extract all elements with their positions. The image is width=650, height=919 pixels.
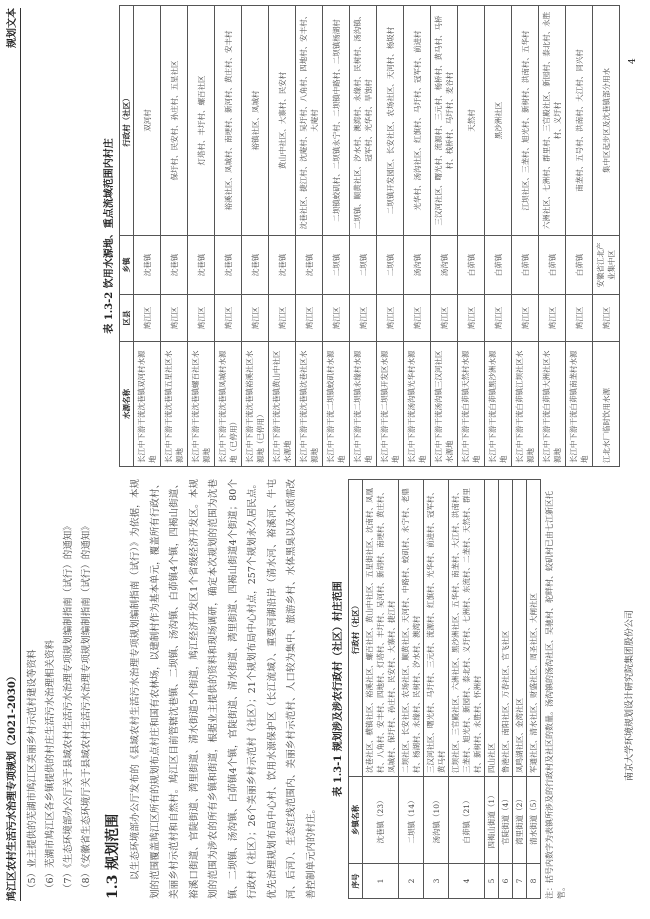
col-header: 乡镇名称 (349, 777, 363, 864)
table-row (323, 6, 350, 467)
table-cell: 鸠江区 (134, 295, 161, 342)
table-cell: 鸠江区 (458, 295, 485, 342)
table-cell: 鸠江区 (377, 295, 404, 342)
section-number: 1.3 (105, 874, 121, 899)
table-cell: 军通社区、清水社区、财盛社区、周圣社区、大闸社区 (527, 480, 541, 777)
table-cell: 裕溪社区、凤城村、南埂村、新河村、黄庄村、安丰村 (215, 6, 242, 236)
table-cell: 安徽省江北产业集中区 (593, 236, 620, 295)
table-cell: 湾里街道（2） (513, 777, 527, 864)
table-cell: 长江中下游干流沈巷镇双河村水源地 (134, 342, 161, 467)
table-row (485, 480, 499, 899)
section-title: 规划范围 (105, 813, 121, 870)
table-cell: 二坝镇 (323, 236, 350, 295)
table-cell: 鲁港社区、南阳社区、万春社区、官飞社区 (499, 480, 513, 777)
table-row (242, 6, 269, 467)
village-scope-table (348, 479, 541, 899)
table-row (512, 6, 539, 467)
table-cell: 1 (363, 864, 399, 899)
table-cell: 二坝镇 (377, 236, 404, 295)
table-cell: 鸠江区 (566, 295, 593, 342)
left-column (24, 479, 568, 899)
table-row (431, 6, 458, 467)
table-cell: 长江中下游干流沈巷镇螺百社区水源地 (188, 342, 215, 467)
table-cell: 长江中下游干流沈巷镇沈巷社区水源地 (296, 342, 323, 467)
table-cell: 汤沟镇 (404, 236, 431, 295)
table-cell: 双河村 (134, 6, 161, 236)
table-cell: 鸠江区 (215, 295, 242, 342)
table-cell: 鸠江区 (485, 295, 512, 342)
table1-title: 表 1.3-1 规划涉及涉农行政村（社区）村庄范围 (333, 581, 344, 797)
table-cell: 鸠江区 (593, 295, 620, 342)
table-row (485, 6, 512, 467)
table-cell: 黑沙洲社区 (485, 6, 512, 236)
table-cell: 清水街道（5） (527, 777, 541, 864)
table-row (566, 6, 593, 467)
table-row (350, 6, 377, 467)
table-cell: 沈巷镇 (269, 236, 296, 295)
table-row (399, 480, 424, 899)
table-cell: 江坝社区、三官殿社区、六洲社区、黑沙洲社区、五华村、南垄村、大江村、洪南村、三垄村、旭光村、新园村、泰北村、义圩村、七洲村、东流村、二垄村、天然村、群里村、新树村、永胜村、怀洲村 (449, 480, 485, 777)
table-cell: 沈巷镇 (215, 236, 242, 295)
table-cell: 二坝镇（14） (399, 777, 424, 864)
table-cell: 汤沟镇（10） (424, 777, 449, 864)
reference-item: （5）业主提供的芜湖市鸠江区美丽乡村示范村建设等资料 (27, 649, 38, 893)
table-cell: 鸠江区 (539, 295, 566, 342)
table-cell: 鸠江区 (161, 295, 188, 342)
table-cell: 灯塔村、丰圩村、螺百社区 (188, 6, 215, 236)
table-cell: 白茆镇（21） (449, 777, 485, 864)
table-cell: 鸠江区 (323, 295, 350, 342)
table-cell: 7 (513, 864, 527, 899)
table-cell: 沈巷社区、捷江村、沈庵村、吴圩村、八角村、四地村、安丰村、大庵村 (296, 6, 323, 236)
table-cell: 江北水厂临时饮用水源 (593, 342, 620, 467)
col-header: 序号 (349, 864, 363, 899)
table-cell: 凤鸣湖社区、金湾社区 (513, 480, 527, 777)
table-row (593, 6, 620, 467)
table-cell: 裕镇社区、凤城村 (242, 6, 269, 236)
table-cell: 沈巷镇 (161, 236, 188, 295)
table-cell: 长江中下游干流白茆镇江坝社区水源地 (512, 342, 539, 467)
table-cell: 白茆镇 (458, 236, 485, 295)
table-cell: 白茆镇 (566, 236, 593, 295)
table-row (499, 480, 513, 899)
table-cell: 沈巷镇 (296, 236, 323, 295)
table-cell: 长江中下游干流二坝镇开发区水源地 (377, 342, 404, 467)
table-cell: 光华村、汤沟社区、红旗村、马圩村、冠军村、前进村 (404, 6, 431, 236)
table-cell: 白茆镇 (512, 236, 539, 295)
table-row (404, 6, 431, 467)
table-cell: 天然村 (458, 6, 485, 236)
reference-item: （7）《生态环境部办公厅关于县域农村生活污水治理专项规划编制指南（试行）的通知》 (63, 521, 74, 893)
table-row (539, 6, 566, 467)
table-cell: 二坝社区、长安社区、农场社区、顺黄社区、天河村、中路村、蛟矶村、永宁村、老鼎村、杨湖村、永缘村、民树村、汐水村、澳湾村 (399, 480, 424, 777)
table-row (215, 6, 242, 467)
col-header: 区县 (120, 295, 134, 342)
table-cell: 四山社区 (485, 480, 499, 777)
table-cell: 长江中下游干流沈巷镇凤城村水源地（已停用） (215, 342, 242, 467)
table-cell: 三汉河社区、曙光村、马圩村、三元村、流源村、红旗村、光华村、前进村、冠军村、黄马村 (424, 480, 449, 777)
document-title: 鸠江区农村生活污水治理专项规划（2021-2030） (7, 671, 18, 901)
table-cell: 长江中下游干流白茆镇黑沙洲水源地 (485, 342, 512, 467)
table-cell: 鸠江区 (188, 295, 215, 342)
table-cell: 江坝社区、三垄村、旭光村、新树村、洪南村、五华村 (512, 6, 539, 236)
table-cell: 集中区起步区及沈巷镇部分用水 (593, 6, 620, 236)
table-cell: 白茆镇 (485, 236, 512, 295)
table-row (458, 6, 485, 467)
table-cell: 2 (399, 864, 424, 899)
table-cell: 六洲社区、七洲村、群里村、三官殿社区、新园村、泰北村、永胜村、义圩村 (539, 6, 566, 236)
table-cell: 二坝镇、顺黄社区、汐水村、澳湾村、永缘村、民树村、汤沟镇、冠军村、光华村、旱蚀村 (350, 6, 377, 236)
page-number: 4 (628, 58, 638, 64)
table-cell: 鸠江区 (296, 295, 323, 342)
table-cell: 四褐山街道（1） (485, 777, 499, 864)
table-cell: 6 (499, 864, 513, 899)
col-header: 水源名称 (120, 342, 134, 467)
table-note: 注：括号内数字为表镇所涉及的行政村及社区的数量。汤沟镇的汤沟社区、吴驰村、驼畔村、蛟矶村已由七江新区托管。 (545, 491, 566, 899)
table-row (527, 480, 541, 899)
table-cell: 鸠江区 (431, 295, 458, 342)
table-cell: 长江中下游干流白茆镇天然村水源地 (458, 342, 485, 467)
table-cell: 二坝镇蛟矶村、二坝镇永宁村、二坝镇中路村、二坝镇杨湖村 (323, 6, 350, 236)
table-cell: 沈巷镇（23） (363, 777, 399, 864)
table-row (134, 6, 161, 467)
table-cell: 沈巷镇 (188, 236, 215, 295)
table2-title: 表 1.3-2 饮用水源地、重点流域范围内村庄 (104, 138, 115, 334)
table-cell: 长江中下游干流沈巷镇裕溪社区水源地（已停用） (242, 342, 269, 467)
table-cell: 长江中下游干流沈巷镇五星社区水源地 (161, 342, 188, 467)
table-cell: 官陡街道（4） (499, 777, 513, 864)
page-header (4, 8, 21, 901)
table-cell: 5 (485, 864, 499, 899)
table-cell: 保圩村、民安村、孙庄村、五星社区 (161, 6, 188, 236)
col-header: 行政村（社区） (120, 6, 134, 236)
table-cell: 长江中下游干流二坝镇永缘村水源地 (350, 342, 377, 467)
table-cell: 白茆镇 (539, 236, 566, 295)
table-cell: 长江中下游干流沈巷镇黄山中社区水源地 (269, 342, 296, 467)
table-cell: 鸠江区 (269, 295, 296, 342)
section-heading (102, 479, 122, 899)
table-cell: 3 (424, 864, 449, 899)
table-row (161, 6, 188, 467)
table-cell: 长江中下游干流白茆镇大洲社区水源地 (539, 342, 566, 467)
document-type: 规划文本 (7, 8, 18, 48)
table-row (449, 480, 485, 899)
table-cell: 二坝镇 (350, 236, 377, 295)
table-row (363, 480, 399, 899)
table-row (188, 6, 215, 467)
table-row (269, 6, 296, 467)
table-cell: 鸠江区 (242, 295, 269, 342)
table-cell: 三汉河社区、曙光村、流源村、三元村、杨桥村、黄马村、马桥村、栈桥村、马圩村、麦谷村 (431, 6, 458, 236)
table-row (296, 6, 323, 467)
table-cell: 8 (527, 864, 541, 899)
table-cell: 长江中下游干流汤沟镇三汉河社区水源地 (431, 342, 458, 467)
col-header: 行政村（社区） (349, 480, 363, 777)
reference-item: （8）《安徽省生态环境厅关于县域农村生活污水治理专项规划编制指南（试行）的通知》 (81, 521, 92, 893)
table-cell: 鸠江区 (404, 295, 431, 342)
table-cell: 长江中下游干流白茆镇南垄村水源地 (566, 342, 593, 467)
table-cell: 沈巷镇 (242, 236, 269, 295)
table-cell: 黄山中社区、大寨村、民安村 (269, 6, 296, 236)
scope-paragraph: 以生态环境部办公厅发布的《县域农村生活污水治理专项规划编制指南（试行）》为依据，本规划的范围覆盖鸠江区所有的规划布点村庄和国有农林场，以建制村作为基本单元，覆盖所有行政村、美丽乡村示范村和自然村。鸠江区目前管辖沈巷镇、二坝镇、汤沟镇、白茆镇4个镇，四褐山街道、裕溪口街道、官陡街道、湾里街道、清水街道5个街道，鸠江经济开发区1个省级经济开发区。本规划的范围为涉农的所有乡镇和街道，根据业主提供的资料和现场调研，确定本次规划的范围为沈巷镇、二坝镇、汤沟镇、白茆镇4个镇，官陡街道、清水街道、湾里街道、四褐山街道4个街道；80个行政村（社区）；26个美丽乡村示范村（社区）；21个规划布局中心村点，257个规划永久居民点。优先治理规划布局中心村、饮用水源保护区（长江流域）、重要河湖沿岸（清水河、裕溪河、牛屯河、后河）、生态红线范围内、美丽乡村示范村、人口较为集中、旅游乡村、水体黑臭以及水质需改善控制单元内的村庄。 (130, 479, 317, 899)
table-cell: 4 (449, 864, 485, 899)
table-cell: 二坝镇开发园区、长安社区、农场社区、天河村、杨圾村 (377, 6, 404, 236)
table-cell: 沈巷社区、横镇社区、裕溪社区、螺百社区、黄山中社区、五星街社区、沈南村、凤凰村、八角村、安丰村、四地村、灯塔村、丰圩村、吴河村、新胡村、南埂村、黄庄村、凤城村、保圩村、孙庄村、民安村、大寨村、捷江村 (363, 480, 399, 777)
table-cell: 沈巷镇 (134, 236, 161, 295)
table-cell: 长江中下游干流汤沟镇光华村水源地 (404, 342, 431, 467)
table-cell: 鸠江区 (350, 295, 377, 342)
reference-item: （6）芜湖市鸠江区各乡镇提供的村庄生活污水治理相关资料 (45, 639, 56, 893)
footer-company: 南京大学环境规划设计研究院集团股份公司 (625, 609, 635, 781)
table-row (424, 480, 449, 899)
table-row (513, 480, 527, 899)
table-cell: 汤沟镇 (431, 236, 458, 295)
table-cell: 南垄村、五号村、洪南村、大江村、同兴村 (566, 6, 593, 236)
table-row (377, 6, 404, 467)
water-source-table (119, 5, 620, 467)
right-column (92, 5, 620, 467)
table-cell: 鸠江区 (512, 295, 539, 342)
table-cell: 长江中下游干流二坝镇蛟矶村水源地 (323, 342, 350, 467)
col-header: 乡镇 (120, 236, 134, 295)
